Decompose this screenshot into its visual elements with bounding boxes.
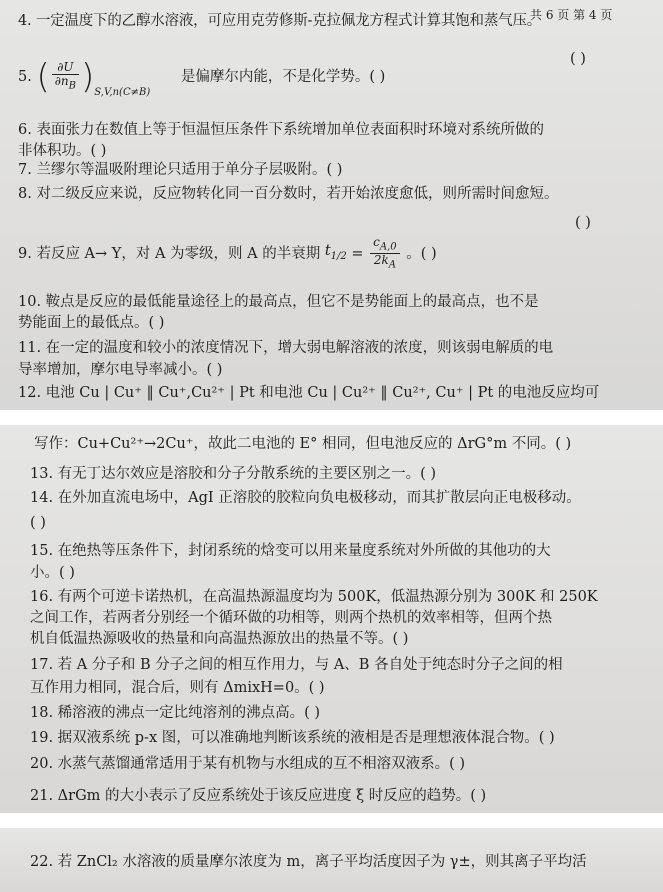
question-19: 19. 据双液系统 p-x 图，可以准确地判断该系统的液相是否是理想液体混合物。( ): [30, 730, 555, 746]
question-18: 18. 稀溶液的沸点一定比纯溶剂的沸点高。( ): [30, 705, 321, 721]
half-life-denominator: [370, 254, 400, 271]
exam-page-strip-3: [0, 828, 663, 892]
page-gap: [0, 410, 663, 425]
question-4: 4. 一定温度下的乙醇水溶液，可应用克劳修斯-克拉佩龙方程式计算其饱和蒸气压。: [18, 13, 542, 29]
question-6-line-2: 非体积功。( ): [18, 143, 107, 159]
question-16-line-1: 16. 有两个可逆卡诺热机，在高温热源温度均为 500K，低温热源分别为 300K 和 250K: [30, 589, 598, 605]
formula-subscript: [94, 87, 150, 98]
question-14-line-1: 14. 在外加直流电场中，AgI 正溶胶的胶粒向负电极移动，而其扩散层向正电极移动。: [30, 490, 581, 506]
exam-page-strip-1: [0, 0, 663, 410]
fraction-numerator: ∂U: [52, 61, 79, 75]
question-8-answer-paren: ( ): [575, 215, 591, 231]
question-10-line-1: 10. 鞍点是反应的最低能量途径上的最高点，但它不是势能面上的最高点，也不是: [18, 294, 539, 310]
question-9-prefix: 9. 若反应 A→ Y，对 A 为零级，则 A 的半衰期: [18, 245, 321, 262]
half-life-t: t: [324, 242, 331, 259]
question-22: 22. 若 ZnCl₂ 水溶液的质量摩尔浓度为 m，离子平均活度因子为 γ±，则其离子平均活: [30, 854, 587, 870]
question-8: 8. 对二级反应来说，反应物转化同一百分数时，若开始浓度愈低，则所需时间愈短。: [18, 186, 559, 202]
page-gap: [0, 813, 663, 828]
question-17-line-1: 17. 若 A 分子和 B 分子之间的相互作用力，与 A、B 各自处于纯态时分子之间的相: [30, 657, 563, 673]
half-life-numerator-sub: A,0: [379, 241, 397, 253]
question-9: [18, 236, 437, 278]
formula-subscript-tail: (C≠B): [119, 87, 151, 98]
half-life-sub: 1/2: [330, 250, 347, 262]
half-life-numerator: [370, 236, 400, 254]
question-17-line-2: 互作用力相同，混合后，则有 ΔmixH=0。( ): [30, 680, 325, 696]
question-16-line-3: 机自低温热源吸收的热量和向高温热源放出的热量不等。( ): [30, 631, 409, 647]
page-header: 共 6 页 第 4 页: [530, 8, 613, 22]
question-12-line-1: 12. 电池 Cu | Cu⁺ ‖ Cu⁺,Cu²⁺ | Pt 和电池 Cu | Cu²⁺ ‖ Cu²⁺, Cu⁺ | Pt 的电池反应均可: [18, 385, 600, 401]
fraction-denominator: [52, 75, 79, 92]
question-13: 13. 有无丁达尔效应是溶胶和分子分散系统的主要区别之一。( ): [30, 466, 437, 482]
partial-derivative-fraction: [52, 61, 79, 92]
question-6-line-1: 6. 表面张力在数值上等于恒温恒压条件下系统增加单位表面积时环境对系统所做的: [18, 122, 544, 138]
half-life-fraction: [370, 236, 400, 272]
question-21: 21. ΔrGm 的大小表示了反应系统处于该反应进度 ξ 时反应的趋势。( ): [30, 788, 487, 804]
question-5-text: 是偏摩尔内能，不是化学势。( ): [180, 69, 386, 85]
question-16-line-2: 之间工作，若两者分别经一个循环做的功相等，则两个热机的效率相等，但两个热: [30, 610, 552, 626]
question-12-line-2: 写作：Cu+Cu²⁺→2Cu⁺，故此二电池的 E° 相同，但电池反应的 ΔrG°m 不同。( ): [34, 436, 572, 452]
exam-page-strip-2: [0, 425, 663, 813]
question-11-line-1: 11. 在一定的温度和较小的浓度情况下，增大弱电解溶液的浓度，则该弱电解质的电: [18, 340, 554, 356]
question-11-line-2: 导率增加，摩尔电导率减小。( ): [18, 362, 223, 378]
question-4-answer-paren: ( ): [570, 51, 586, 67]
formula-right-paren: ): [81, 57, 95, 97]
question-15-line-1: 15. 在绝热等压条件下，封闭系统的焓变可以用来量度系统对外所做的其他功的大: [30, 543, 551, 559]
formula-subscript-main: S,V,n: [94, 87, 120, 98]
half-life-numerator-c: c: [373, 235, 380, 249]
half-life-denominator-sub: A: [388, 259, 396, 271]
question-7: 7. 兰缪尔等温吸附理论只适用于单分子层吸附。( ): [18, 162, 343, 178]
fraction-denominator-sub: B: [68, 80, 77, 92]
formula-left-paren: (: [36, 57, 50, 97]
question-20: 20. 水蒸气蒸馏通常适用于某有机物与水组成的互不相溶双液系。( ): [30, 756, 466, 772]
half-life-denominator-k: 2k: [373, 253, 389, 268]
question-5: [18, 57, 386, 108]
question-15-line-2: 小。( ): [30, 565, 75, 581]
equals-sign: =: [351, 245, 364, 262]
question-10-line-2: 势能面上的最低点。( ): [18, 315, 165, 331]
question-9-suffix: 。( ): [406, 245, 437, 262]
question-14-line-2: ( ): [30, 515, 46, 531]
half-life-symbol: [324, 242, 347, 262]
fraction-denominator-text: ∂n: [54, 74, 69, 89]
question-5-number: 5.: [18, 69, 32, 85]
